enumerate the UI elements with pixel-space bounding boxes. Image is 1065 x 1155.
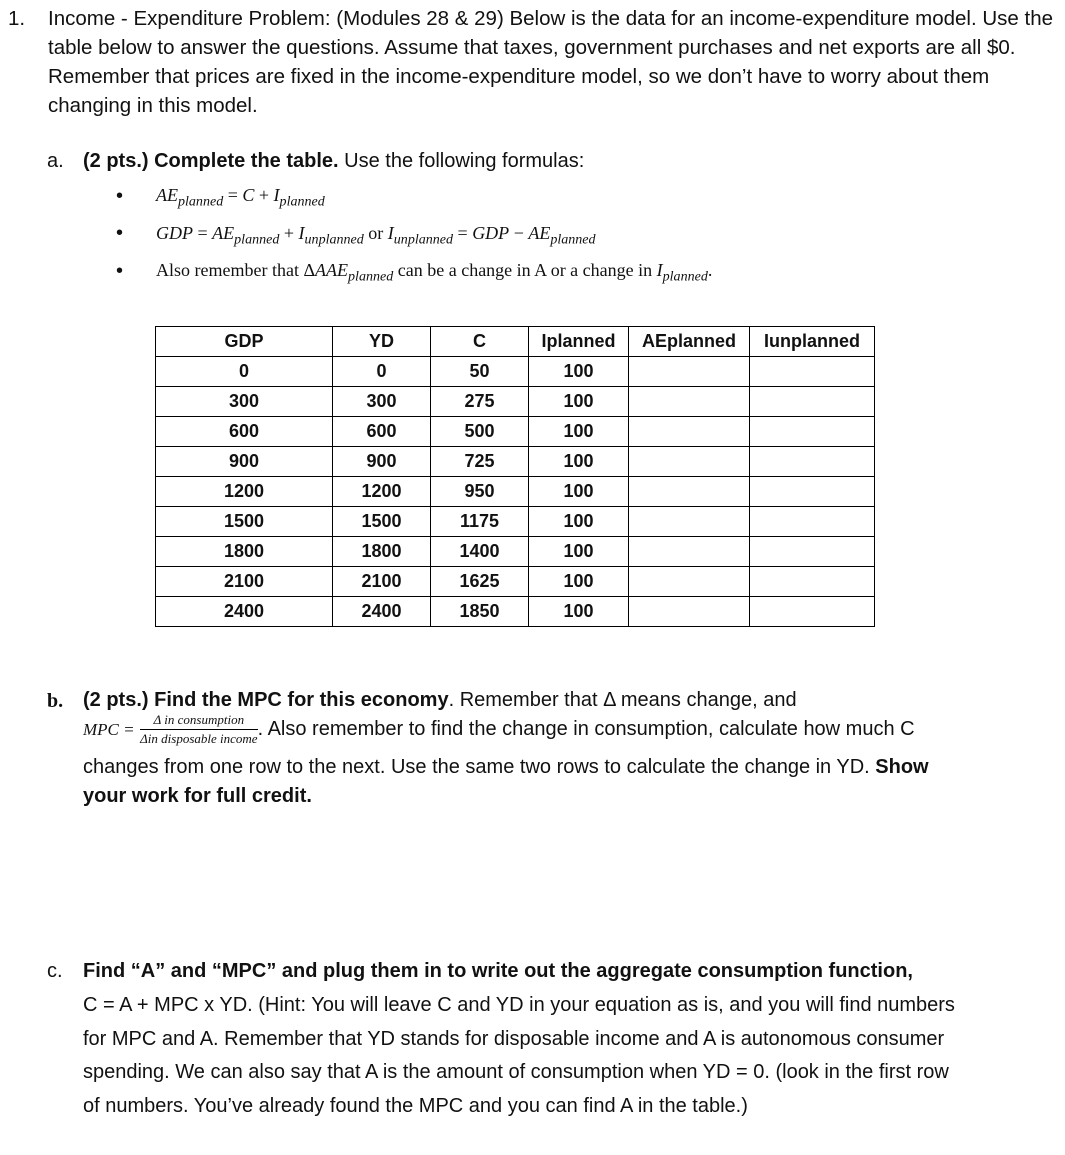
- table-row: [156, 387, 875, 417]
- table-cell: 2400: [333, 597, 431, 627]
- table-header-cell: Iunplanned: [750, 327, 875, 357]
- table-cell: 100: [529, 387, 629, 417]
- table-cell: 725: [431, 447, 529, 477]
- part-a-label: a.: [47, 150, 64, 172]
- table-row: [156, 597, 875, 627]
- table-cell: 2100: [333, 567, 431, 597]
- table-cell: 900: [333, 447, 431, 477]
- table-cell: 600: [333, 417, 431, 447]
- part-b-rest: . Remember that Δ means change, and: [448, 689, 797, 711]
- table-row: [156, 537, 875, 567]
- table-cell: [629, 417, 750, 447]
- part-c-label: c.: [47, 960, 63, 982]
- table-cell: 100: [529, 537, 629, 567]
- table-cell: [750, 477, 875, 507]
- table-cell: [750, 447, 875, 477]
- table-row: [156, 417, 875, 447]
- table-header-cell: GDP: [156, 327, 333, 357]
- question-number: 1.: [8, 7, 26, 30]
- table-cell: 300: [156, 387, 333, 417]
- table-cell: 100: [529, 447, 629, 477]
- part-b-line4: your work for full credit.: [83, 785, 312, 807]
- table-cell: 100: [529, 567, 629, 597]
- table-cell: [629, 537, 750, 567]
- table-cell: [750, 537, 875, 567]
- part-a-heading: [83, 150, 584, 173]
- table-cell: 500: [431, 417, 529, 447]
- part-b-line1: [83, 689, 797, 712]
- table-header-cell: YD: [333, 327, 431, 357]
- table-cell: 1400: [431, 537, 529, 567]
- table-cell: 100: [529, 597, 629, 627]
- table-cell: [629, 477, 750, 507]
- table-header-cell: AEplanned: [629, 327, 750, 357]
- table-cell: 600: [156, 417, 333, 447]
- table-cell: [750, 597, 875, 627]
- table-header-cell: Iplanned: [529, 327, 629, 357]
- bullet-icon: •: [116, 185, 124, 207]
- question-text: Income - Expenditure Problem: (Modules 28 & 29) Below is the data for an income-expenditure model. Use the table below to answer the questions. Assume that taxes, government purchases and net exports are all $0. Remember that prices are fixed in the income-expenditure model, so we don’t have to worry about them changing in this model.: [48, 7, 1054, 117]
- part-b-label: b.: [47, 690, 64, 712]
- mpc-lhs: MPC =: [83, 719, 135, 739]
- table-cell: 275: [431, 387, 529, 417]
- table-cell: 1800: [333, 537, 431, 567]
- table-cell: [629, 507, 750, 537]
- table-cell: [750, 417, 875, 447]
- table-cell: 950: [431, 477, 529, 507]
- table-cell: 300: [333, 387, 431, 417]
- table-cell: 50: [431, 357, 529, 387]
- part-b-line2: [83, 713, 915, 746]
- table-cell: 1200: [156, 477, 333, 507]
- formula-gdp: GDP = $AE_{planned} + I_{unplanned}$ or $I_{unplanned}$ = GDP − $AE_{planned}$: [156, 223, 596, 248]
- table-cell: 1500: [156, 507, 333, 537]
- table-cell: 0: [156, 357, 333, 387]
- part-c-line1: Find “A” and “MPC” and plug them in to write out the aggregate consumption function,: [83, 960, 913, 982]
- income-expenditure-table: [155, 326, 875, 627]
- part-b-line3-plain: changes from one row to the next. Use the same two rows to calculate the change in YD.: [83, 756, 870, 778]
- table-cell: 100: [529, 507, 629, 537]
- table-cell: 100: [529, 477, 629, 507]
- table-row: [156, 357, 875, 387]
- table-row: [156, 447, 875, 477]
- table-cell: 1200: [333, 477, 431, 507]
- table-cell: [750, 567, 875, 597]
- part-c-line4: spending. We can also say that A is the amount of consumption when YD = 0. (look in the first row: [83, 1061, 949, 1083]
- table-cell: [629, 357, 750, 387]
- part-b-line3: [83, 756, 929, 779]
- part-c-line3: for MPC and A. Remember that YD stands for disposable income and A is autonomous consumer: [83, 1028, 945, 1050]
- table-row: [156, 477, 875, 507]
- part-b-line2-text: . Also remember to find the change in consumption, calculate how much C: [257, 717, 915, 740]
- table-cell: 900: [156, 447, 333, 477]
- formula-ae-planned: $AE_{planned} = C + I_{planned}$: [156, 185, 325, 210]
- table-header-row: [156, 327, 875, 357]
- part-c-line5: of numbers. You’ve already found the MPC and you can find A in the table.): [83, 1095, 748, 1117]
- table-cell: 1800: [156, 537, 333, 567]
- formula-remember: Also remember that $\Delta AAE_{planned}$ can be a change in A or a change in $I_{planned}$.: [156, 260, 713, 285]
- part-a-bold: (2 pts.) Complete the table.: [83, 150, 339, 172]
- table-cell: 100: [529, 357, 629, 387]
- table-cell: 1175: [431, 507, 529, 537]
- part-c-line2: C = A + MPC x YD. (Hint: You will leave C and YD in your equation as is, and you will find numbers: [83, 994, 955, 1016]
- table-row: [156, 567, 875, 597]
- table-cell: 1625: [431, 567, 529, 597]
- table-cell: [629, 447, 750, 477]
- table-cell: [629, 387, 750, 417]
- table-cell: 1500: [333, 507, 431, 537]
- table-header-cell: C: [431, 327, 529, 357]
- table-cell: [750, 387, 875, 417]
- table-cell: 1850: [431, 597, 529, 627]
- mpc-numerator: Δ in consumption: [140, 713, 257, 730]
- part-a-rest: Use the following formulas:: [338, 150, 585, 172]
- table-cell: 0: [333, 357, 431, 387]
- table-cell: [629, 597, 750, 627]
- table-cell: [750, 507, 875, 537]
- part-b-bold: (2 pts.) Find the MPC for this economy: [83, 689, 449, 711]
- table-cell: [750, 357, 875, 387]
- table-cell: 100: [529, 417, 629, 447]
- table-cell: 2400: [156, 597, 333, 627]
- part-b-line3-bold: Show: [875, 756, 929, 778]
- table-row: [156, 507, 875, 537]
- bullet-icon: •: [116, 222, 124, 244]
- mpc-denominator: Δin disposable income: [140, 731, 258, 746]
- table-cell: 2100: [156, 567, 333, 597]
- table-cell: [629, 567, 750, 597]
- mpc-fraction: [140, 713, 257, 746]
- bullet-icon: •: [116, 260, 124, 282]
